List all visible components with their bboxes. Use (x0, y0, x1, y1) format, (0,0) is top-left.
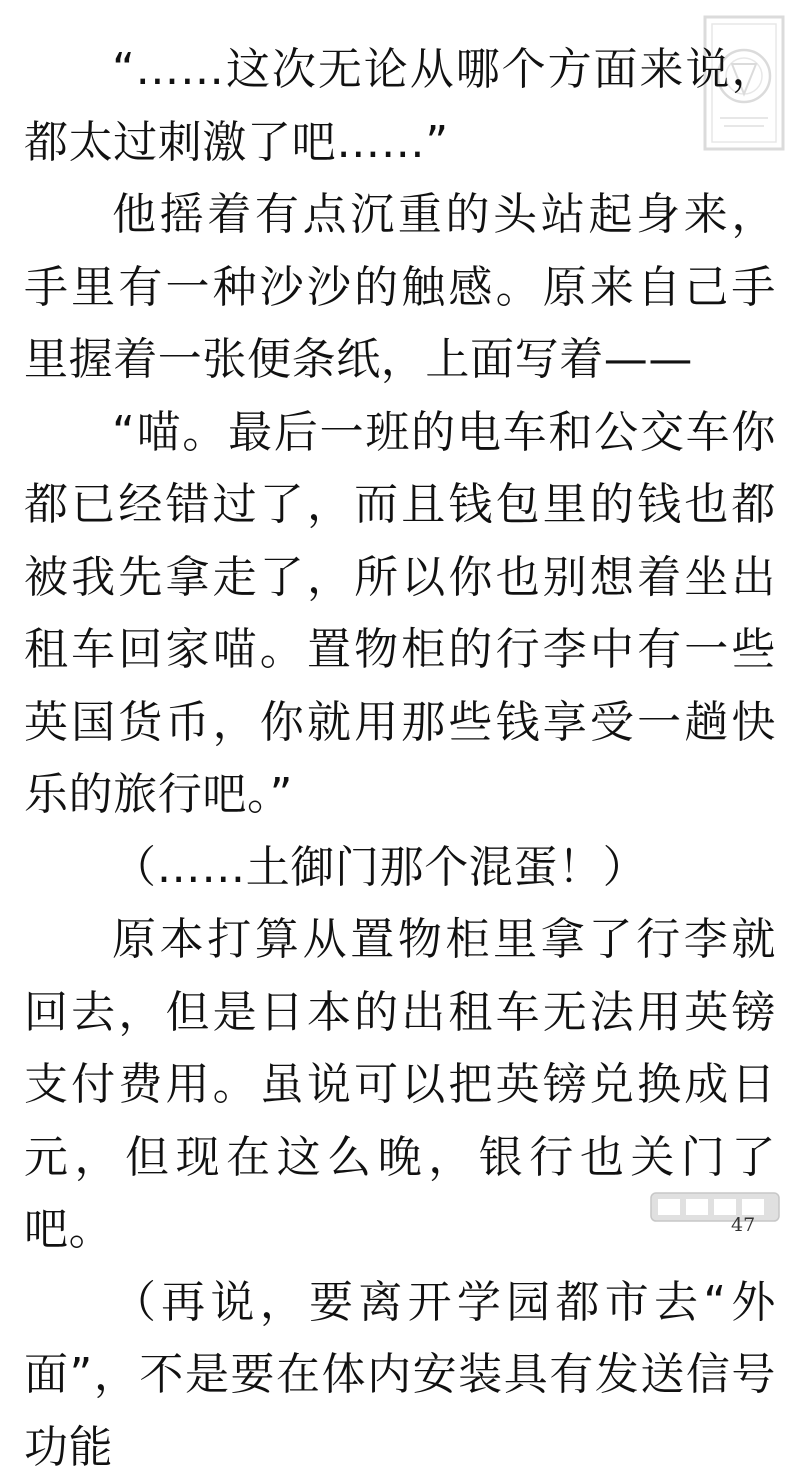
paragraph-2: 他摇着有点沉重的头站起身来，手里有一种沙沙的触感。原来自己手里握着一张便条纸，上面写着—— (24, 179, 776, 397)
body-text (24, 34, 776, 1484)
platform-watermark-logo (650, 1192, 780, 1222)
page-number: 47 (731, 1214, 755, 1236)
paragraph-3: “喵。最后一班的电车和公交车你都已经错过了，而且钱包里的钱也都被我先拿走了，所以你也别想着坐出租车回家喵。置物柜的行李中有一些英国货币，你就用那些钱享受一趟快乐的旅行吧。” (24, 397, 776, 832)
paragraph-1: “……这次无论从哪个方面来说，都太过刺激了吧……” (24, 34, 776, 179)
paragraph-6: （再说，要离开学园都市去“外面”，不是要在体内安装具有发送信号功能 (24, 1267, 776, 1484)
paragraph-5: 原本打算从置物柜里拿了行李就回去，但是日本的出租车无法用英镑支付费用。虽说可以把英镑兑换成日元，但现在这么晚，银行也关门了吧。 (24, 904, 776, 1267)
paragraph-4: （……土御门那个混蛋！） (24, 832, 776, 905)
